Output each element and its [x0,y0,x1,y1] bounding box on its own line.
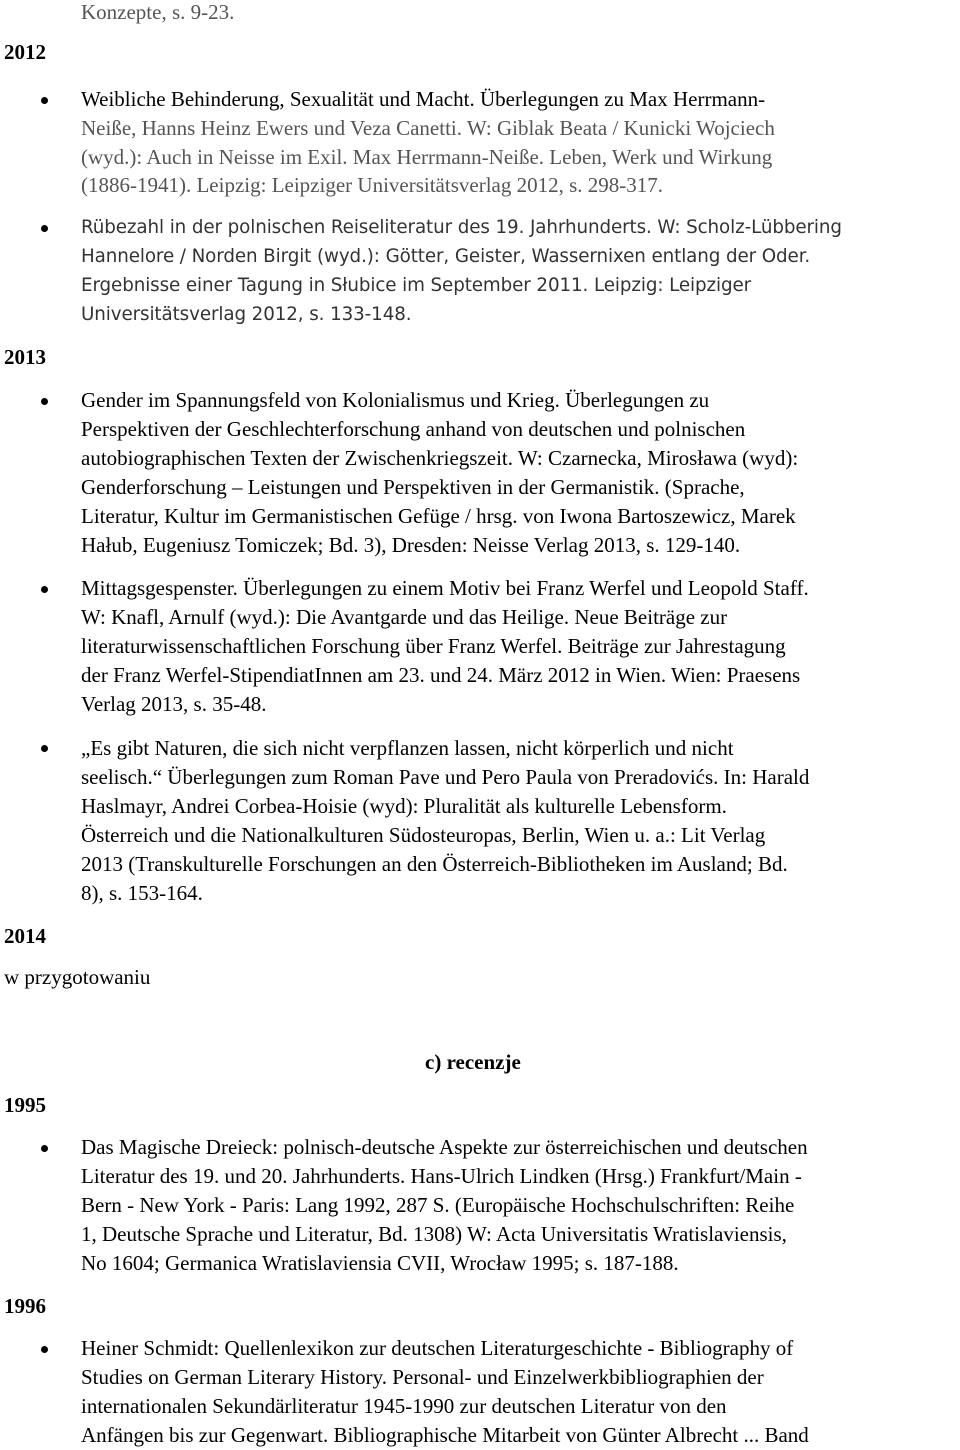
year-heading-2012: 2012 [4,40,46,64]
entry-line: Universitätsverlag 2012, s. 133-148. [81,304,412,325]
entry-line: 1, Deutsche Sprache und Literatur, Bd. 1308) W: Acta Universitatis Wratislaviensis, [81,1222,787,1246]
entry-line: Studies on German Literary History. Personal- und Einzelwerkbibliographien der [81,1365,764,1389]
in-preparation-note: w przygotowaniu [4,965,151,989]
bullet-icon [41,1346,48,1353]
entry-line: Das Magische Dreieck: polnisch-deutsche Aspekte zur österreichischen und deutschen [81,1135,808,1159]
entry-line: (wyd.): Auch in Neisse im Exil. Max Herrmann-Neiße. Leben, Werk und Wirkung [81,145,773,169]
entry-line: Gender im Spannungsfeld von Kolonialismus und Krieg. Überlegungen zu [81,388,710,412]
entry-line: Ergebnisse einer Tagung in Słubice im September 2011. Leipzig: Leipziger [81,275,752,296]
year-heading-1996: 1996 [4,1294,46,1318]
entry-line: Weibliche Behinderung, Sexualität und Macht. Überlegungen zu Max Herrmann- [81,87,766,111]
bullet-icon [41,398,48,405]
entry-line: autobiographischen Texten der Zwischenkriegszeit. W: Czarnecka, Mirosława (wyd): [81,446,799,470]
entry-line: seelisch.“ Überlegungen zum Roman Pave und Pero Paula von Preradovićs. In: Harald [81,765,810,789]
entry-line: Neiße, Hanns Heinz Ewers und Veza Canetti. W: Giblak Beata / Kunicki Wojciech [81,116,775,140]
entry-line: Rübezahl in der polnischen Reiseliteratur des 19. Jahrhunderts. W: Scholz-Lübbering [81,217,842,238]
entry-line: Verlag 2013, s. 35-48. [81,692,267,716]
entry-line: (1886-1941). Leipzig: Leipziger Universitätsverlag 2012, s. 298-317. [81,173,664,197]
bullet-icon [41,1145,48,1152]
continuation-text: Konzepte, s. 9-23. [81,0,235,24]
year-heading-1995: 1995 [4,1093,46,1117]
entry-line: Haslmayr, Andrei Corbea-Hoisie (wyd): Pluralität als kulturelle Lebensform. [81,794,727,818]
entry-line: Österreich und die Nationalkulturen Südosteuropas, Berlin, Wien u. a.: Lit Verlag [81,823,766,847]
bullet-icon [41,225,48,232]
entry-line: Hałub, Eugeniusz Tomiczek; Bd. 3), Dresden: Neisse Verlag 2013, s. 129-140. [81,533,741,557]
bullet-icon [41,586,48,593]
entry-line: Literatur, Kultur im Germanistischen Gefüge / hrsg. von Iwona Bartoszewicz, Marek [81,504,796,528]
section-heading: c) recenzje [425,1050,521,1074]
entry-line: Anfängen bis zur Gegenwart. Bibliographische Mitarbeit von Günter Albrecht ... Band [81,1423,809,1447]
entry-line: internationalen Sekundärliteratur 1945-1990 zur deutschen Literatur von den [81,1394,727,1418]
entry-line: Bern - New York - Paris: Lang 1992, 287 S. (Europäische Hochschulschriften: Reihe [81,1193,795,1217]
year-heading-2013: 2013 [4,345,46,369]
entry-line: 2013 (Transkulturelle Forschungen an den Österreich-Bibliotheken im Ausland; Bd. [81,852,788,876]
entry-line: „Es gibt Naturen, die sich nicht verpflanzen lassen, nicht körperlich und nicht [81,736,734,760]
entry-line: der Franz Werfel-StipendiatInnen am 23. und 24. März 2012 in Wien. Wien: Praesens [81,663,801,687]
year-heading-2014: 2014 [4,924,46,948]
entry-line: Heiner Schmidt: Quellenlexikon zur deutschen Literaturgeschichte - Bibliography of [81,1336,794,1360]
entry-line: Literatur des 19. und 20. Jahrhunderts. Hans-Ulrich Lindken (Hrsg.) Frankfurt/Main - [81,1164,802,1188]
entry-line: literaturwissenschaftlichen Forschung über Franz Werfel. Beiträge zur Jahrestagung [81,634,786,658]
entry-line: Perspektiven der Geschlechterforschung anhand von deutschen und polnischen [81,417,746,441]
entry-line: Hannelore / Norden Birgit (wyd.): Götter, Geister, Wassernixen entlang der Oder. [81,246,811,267]
entry-line: Mittagsgespenster. Überlegungen zu einem Motiv bei Franz Werfel und Leopold Staff. [81,576,809,600]
bullet-icon [41,97,48,104]
entry-line: Genderforschung – Leistungen und Perspektiven in der Germanistik. (Sprache, [81,475,745,499]
entry-line: 8), s. 153-164. [81,881,203,905]
entry-line: No 1604; Germanica Wratislaviensia CVII, Wrocław 1995; s. 187-188. [81,1251,679,1275]
bullet-icon [41,745,48,752]
entry-line: W: Knafl, Arnulf (wyd.): Die Avantgarde und das Heilige. Neue Beiträge zur [81,605,728,629]
